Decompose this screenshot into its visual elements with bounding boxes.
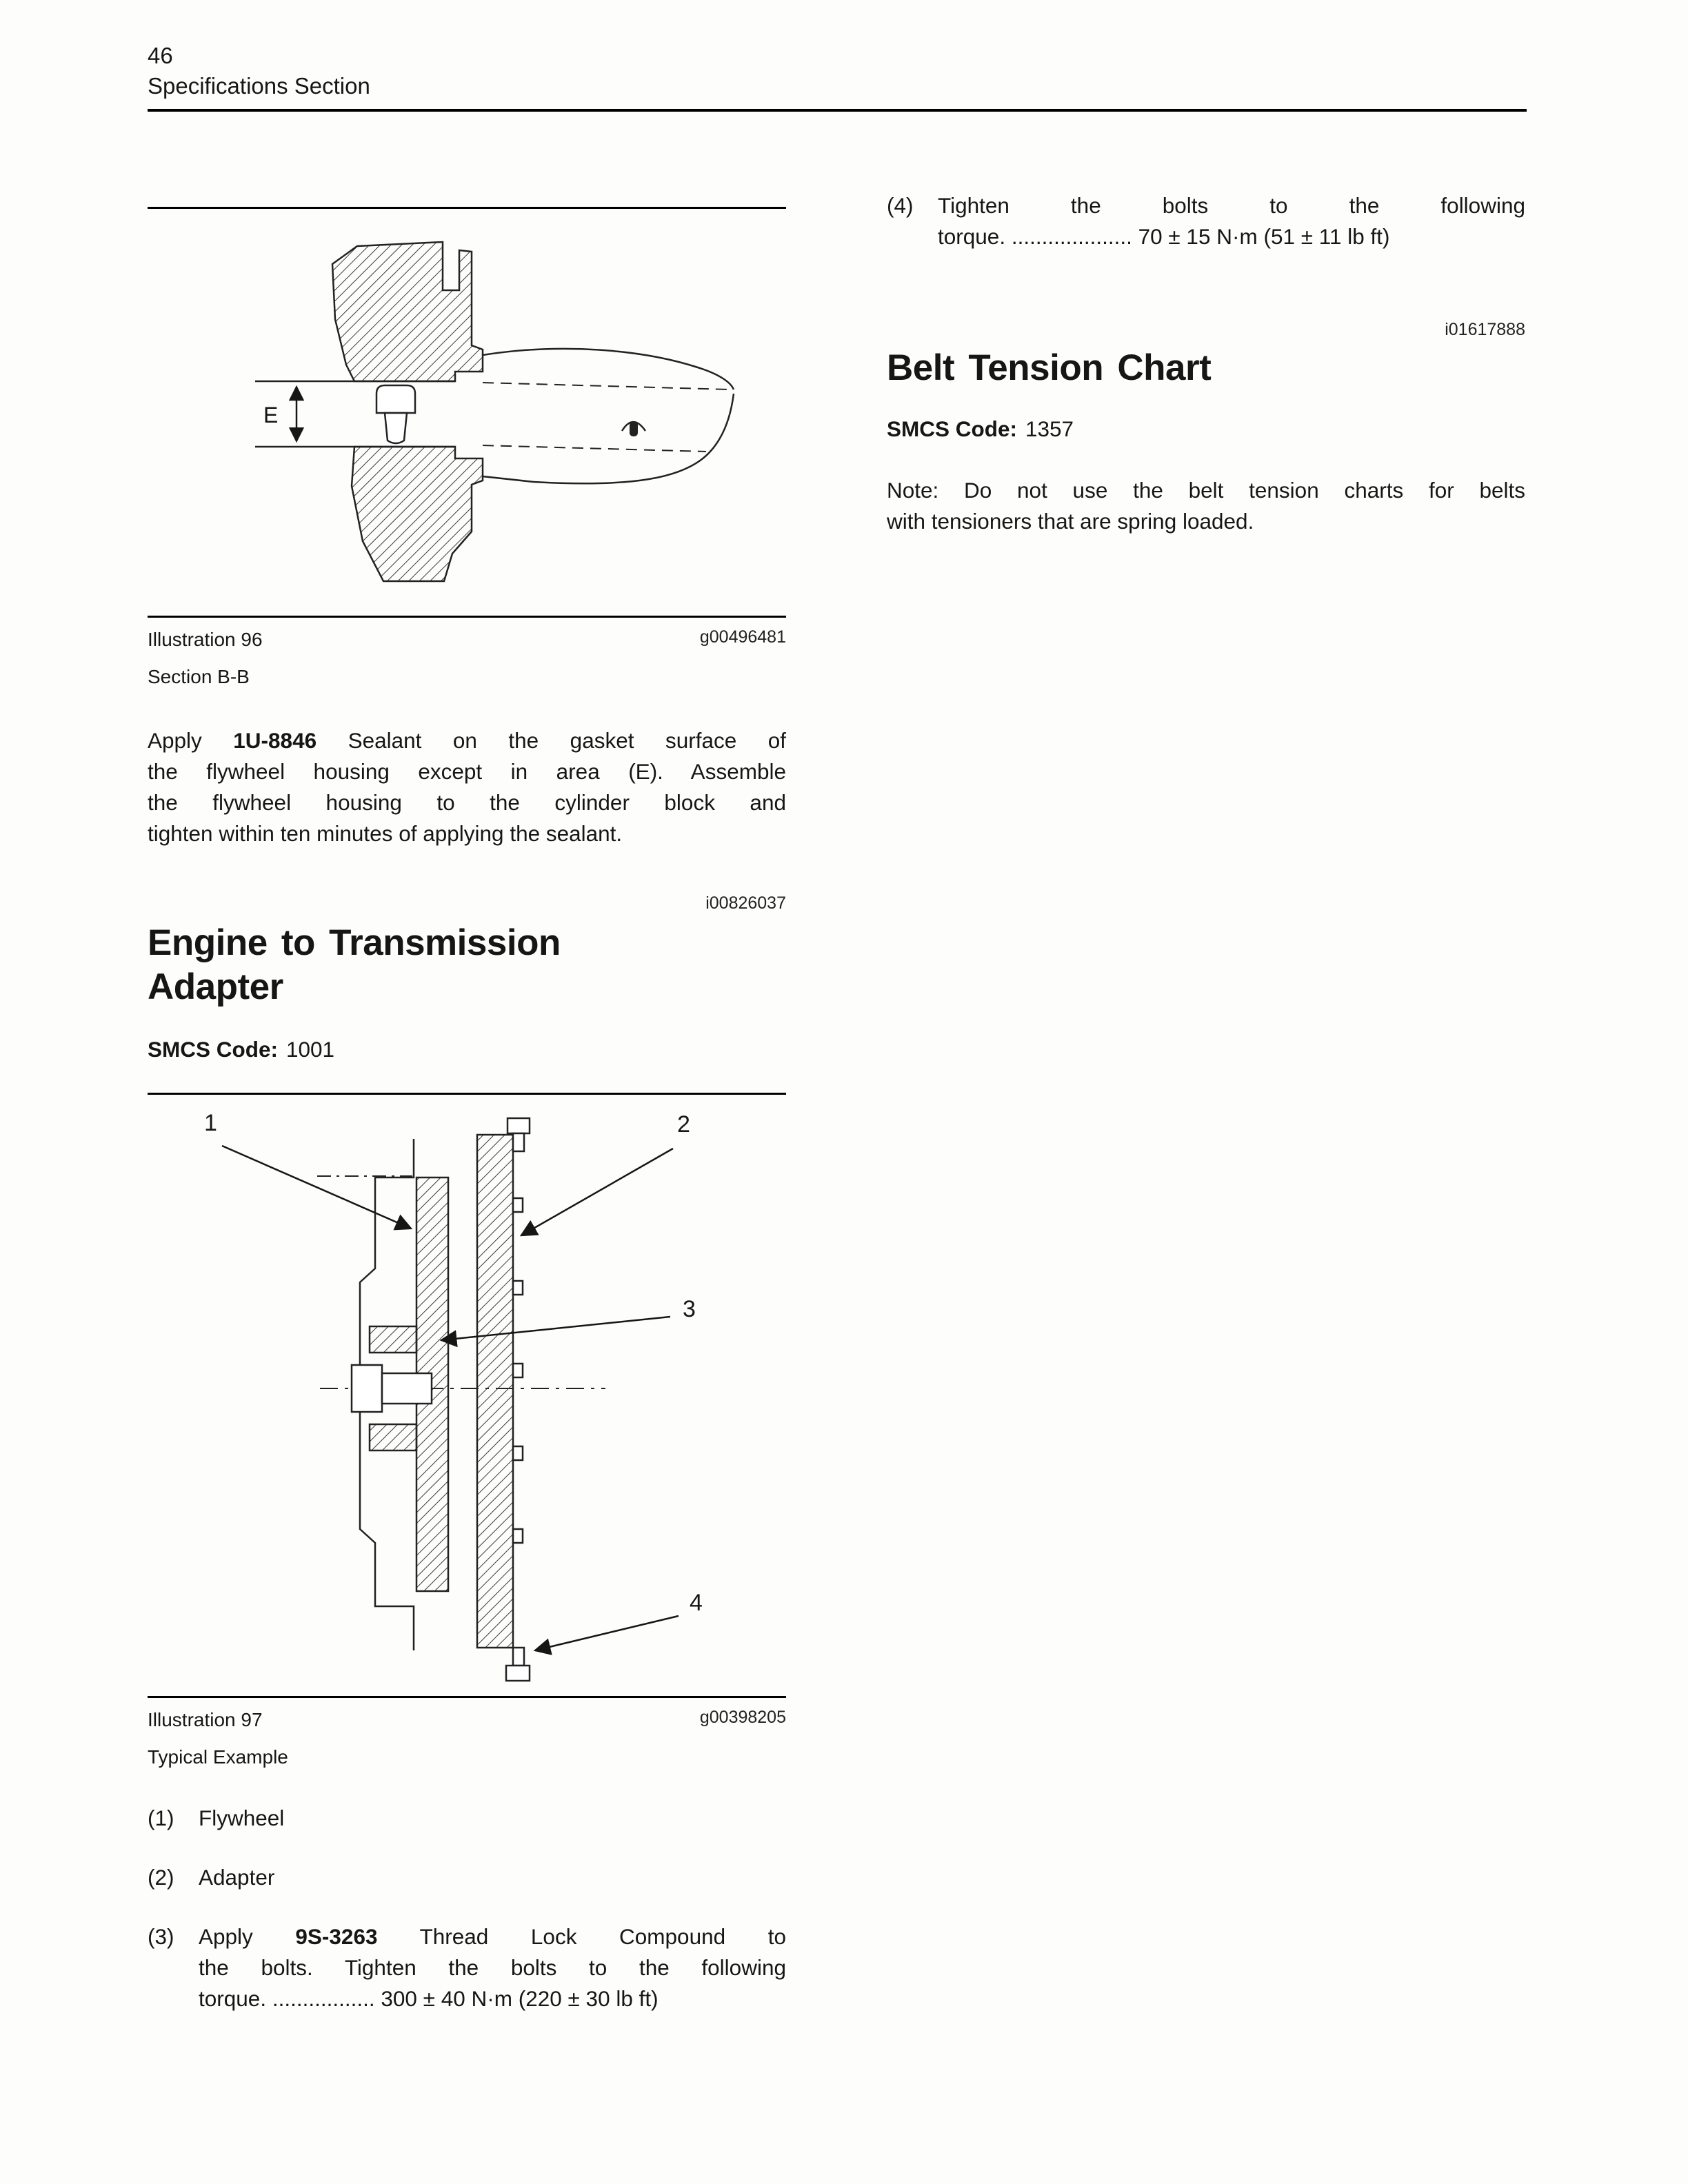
housing-section-upper	[332, 242, 483, 381]
page-header	[148, 43, 1527, 112]
engine-to-transmission-heading	[148, 921, 786, 1009]
smcs-label: SMCS Code:	[148, 1037, 278, 1062]
page-number: 46	[148, 43, 173, 68]
left-column	[148, 207, 786, 2014]
paragraph-line: torque. .................... 70 ± 15 N·m (51 ± 11 lb ft)	[938, 224, 1390, 249]
callout-4	[535, 1590, 703, 1650]
item-marker: (2)	[148, 1865, 174, 1890]
dimension-e	[263, 387, 297, 441]
adapter-plate	[477, 1135, 513, 1648]
paragraph-line: the flywheel housing to the cylinder block and	[148, 790, 786, 815]
paragraph-line: torque. ................. 300 ± 40 N·m (220 ± 30 lb ft)	[199, 1986, 659, 2011]
callout-3-label: 3	[683, 1296, 696, 1322]
illustration-97-bottom-rule	[148, 1696, 786, 1698]
callout-e-label: E	[263, 403, 279, 427]
paragraph-line	[887, 475, 1525, 506]
info-code: i00826037	[705, 893, 786, 913]
paragraph-line: tighten within ten minutes of applying the sealant.	[148, 821, 623, 846]
item-text: Flywheel	[199, 1806, 285, 1830]
illustration-96-label: Illustration 96	[148, 629, 263, 650]
bolt-silhouette	[376, 385, 415, 443]
housing-outline-right	[483, 349, 734, 483]
item-marker: (4)	[887, 193, 914, 218]
smcs-line	[148, 1034, 786, 1065]
sealant-paragraph	[148, 725, 786, 849]
illustration-96-caption-row	[148, 626, 786, 654]
illustration-97-caption-row	[148, 1706, 786, 1734]
housing-section-lower	[352, 447, 483, 581]
illustration-97-subcaption: Typical Example	[148, 1746, 288, 1768]
illustration-96-subcaption: Section B-B	[148, 666, 250, 687]
adapter-bolt-ends	[513, 1198, 523, 1543]
header-rule	[148, 109, 1527, 112]
callout-2-label: 2	[677, 1111, 690, 1138]
text-run: Do not use the belt tension charts for belts	[938, 478, 1525, 503]
paragraph-line	[148, 725, 786, 756]
bottom-bolt	[506, 1648, 530, 1681]
heading-line: Adapter	[148, 967, 283, 1007]
info-code: i01617888	[1445, 320, 1525, 339]
list-item	[148, 1803, 786, 1834]
paragraph-line	[199, 1921, 786, 1952]
callout-1	[204, 1110, 411, 1228]
note-paragraph	[887, 475, 1525, 537]
paragraph-line: with tensioners that are spring loaded.	[887, 509, 1254, 534]
callout-list	[148, 1803, 786, 2014]
item-marker: (3)	[148, 1924, 174, 1949]
smcs-line	[887, 414, 1525, 445]
item-text: Adapter	[199, 1865, 275, 1890]
paragraph-line: Tighten the bolts to the following	[938, 193, 1525, 218]
paragraph-line: the flywheel housing except in area (E). Assemble	[148, 759, 786, 784]
text-run: Apply	[148, 728, 234, 753]
smcs-value: 1357	[1025, 416, 1074, 441]
item-text	[199, 1921, 786, 2014]
bore-lines	[255, 381, 455, 447]
illustration-96-bottom-rule	[148, 616, 786, 618]
callout-4-label: 4	[690, 1590, 703, 1616]
section-title: Specifications Section	[148, 73, 370, 99]
item-marker: (1)	[148, 1806, 174, 1830]
housing-hidden-lines	[483, 383, 730, 452]
heading-line: Engine to Transmission	[148, 922, 561, 963]
callout-2	[521, 1111, 690, 1235]
callout-1-label: 1	[204, 1110, 217, 1136]
list-item-4	[887, 190, 1525, 252]
smcs-label: SMCS Code:	[887, 416, 1017, 441]
text-run: Sealant on the gasket surface of	[316, 728, 786, 753]
text-run: Apply	[199, 1924, 296, 1949]
smcs-value: 1001	[286, 1037, 335, 1062]
note-label: Note:	[887, 478, 939, 503]
right-column	[887, 190, 1525, 537]
item-text	[938, 190, 1525, 252]
illustration-96-code: g00496481	[699, 627, 786, 647]
paragraph-line: the bolts. Tighten the bolts to the following	[199, 1955, 786, 1980]
belt-tension-chart-heading: Belt Tension Chart	[887, 347, 1212, 388]
illustration-97-code: g00398205	[699, 1708, 786, 1727]
boss-slot	[630, 421, 638, 436]
illustration-96-figure	[148, 209, 786, 616]
part-number: 9S-3263	[295, 1924, 378, 1949]
part-number: 1U-8846	[233, 728, 317, 753]
illustration-97-figure	[148, 1095, 786, 1696]
list-item	[148, 1921, 786, 2014]
illustration-97-label: Illustration 97	[148, 1709, 263, 1730]
text-run: Thread Lock Compound to	[377, 1924, 786, 1949]
list-item	[148, 1862, 786, 1893]
